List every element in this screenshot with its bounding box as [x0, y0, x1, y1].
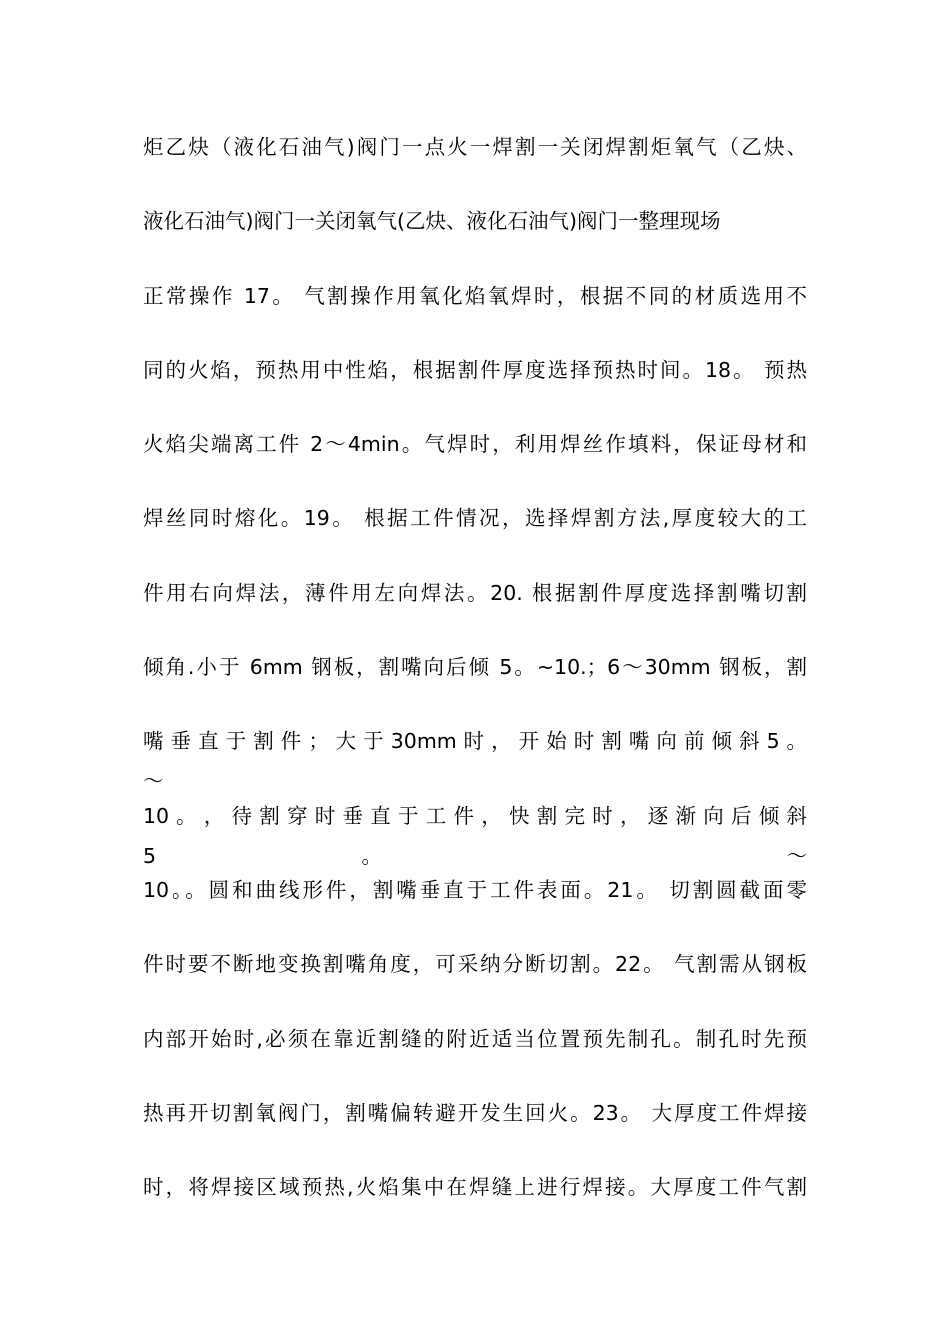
- text-line-2: 液化石油气)阀门一关闭氧气(乙炔、液化石油气)阀门一整理现场: [143, 209, 721, 234]
- text-line-6: 焊丝同时熔化。19。 根据工件情况，选择焊割方法,厚度较大的工: [143, 506, 807, 531]
- text-line-9: 嘴 垂 直 于 割 件 ； 大 于 30mm 时 ， 开 始 时 割 嘴 向 前 倾 斜 5 。 ～: [143, 729, 807, 794]
- text-line-12: 件时要不断地变换割嘴角度，可采纳分断切割。22。 气割需从钢板: [143, 952, 807, 977]
- text-line-8: 倾角.小于 6mm 钢板，割嘴向后倾 5。~10.；6～30mm 钢板，割: [143, 655, 807, 680]
- text-line-7: 件用右向焊法，薄件用左向焊法。20. 根据割件厚度选择割嘴切割: [143, 580, 807, 605]
- text-line-13: 内部开始时,必须在靠近割缝的附近适当位置预先制孔。制孔时先预: [143, 1026, 807, 1051]
- body-text: [143, 127, 807, 1241]
- text-line-5: 火焰尖端离工件 2～4min。气焊时，利用焊丝作填料，保证母材和: [143, 432, 807, 457]
- text-line-15: 时，将焊接区域预热,火焰集中在焊缝上进行焊接。大厚度工件气割: [143, 1175, 807, 1200]
- text-line-11: 10。。圆和曲线形件，割嘴垂直于工件表面。21。 切割圆截面零: [143, 877, 807, 902]
- text-line-14: 热再开切割氧阀门，割嘴偏转避开发生回火。23。 大厚度工件焊接: [143, 1100, 807, 1125]
- text-line-4: 同的火焰，预热用中性焰，根据割件厚度选择预热时间。18。 预热: [143, 357, 807, 382]
- text-line-10: 10 。 ， 待 割 穿 时 垂 直 于 工 件 ， 快 割 完 时 ， 逐 渐 向 后 倾 斜 5 。 ～: [143, 803, 807, 868]
- text-line-3: 正常操作 17。 气割操作用氧化焰氧焊时，根据不同的材质选用不: [143, 283, 807, 308]
- text-line-1: 炬乙炔（液化石油气)阀门一点火一焊割一关闭焊割炬氧气（乙炔、: [143, 135, 807, 159]
